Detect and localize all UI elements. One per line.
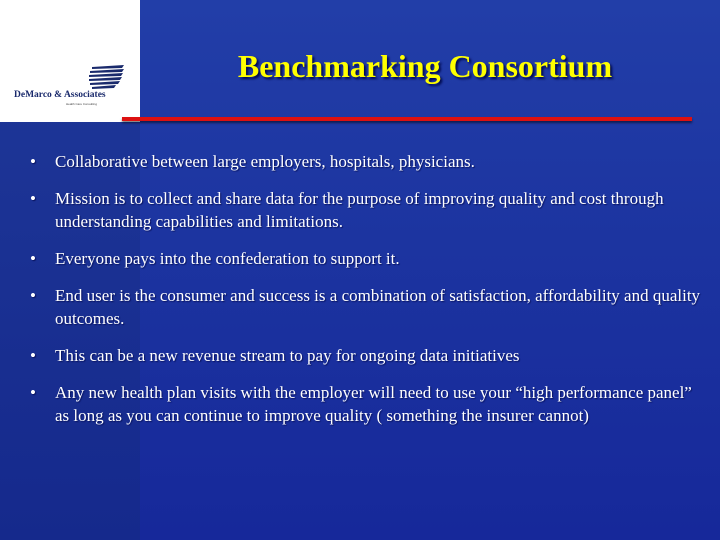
slide-title: Benchmarking Consortium bbox=[237, 48, 613, 84]
bullet-list bbox=[28, 150, 708, 441]
bullet-item: • This can be a new revenue stream to pay for ongoing data initiatives bbox=[28, 344, 708, 367]
logo-swoosh-icon bbox=[86, 64, 126, 90]
title-divider bbox=[122, 117, 692, 121]
bullet-item: • End user is the consumer and success is a combination of satisfaction, affordability and quality outcomes. bbox=[28, 284, 708, 330]
logo-name: DeMarco & Associates bbox=[14, 90, 106, 100]
bullet-item: • Collaborative between large employers, hospitals, physicians. bbox=[28, 150, 708, 173]
bullet-item: • Mission is to collect and share data for the purpose of improving quality and cost through understanding capabilities and limitations. bbox=[28, 187, 708, 233]
logo-tagline: Health Care Consulting bbox=[66, 102, 98, 106]
bullet-item: • Any new health plan visits with the employer will need to use your “high performance panel” as long as you can continue to improve quality ( something the insurer cannot) bbox=[28, 381, 708, 427]
bullet-item: • Everyone pays into the confederation to support it. bbox=[28, 247, 708, 270]
logo bbox=[0, 0, 140, 122]
